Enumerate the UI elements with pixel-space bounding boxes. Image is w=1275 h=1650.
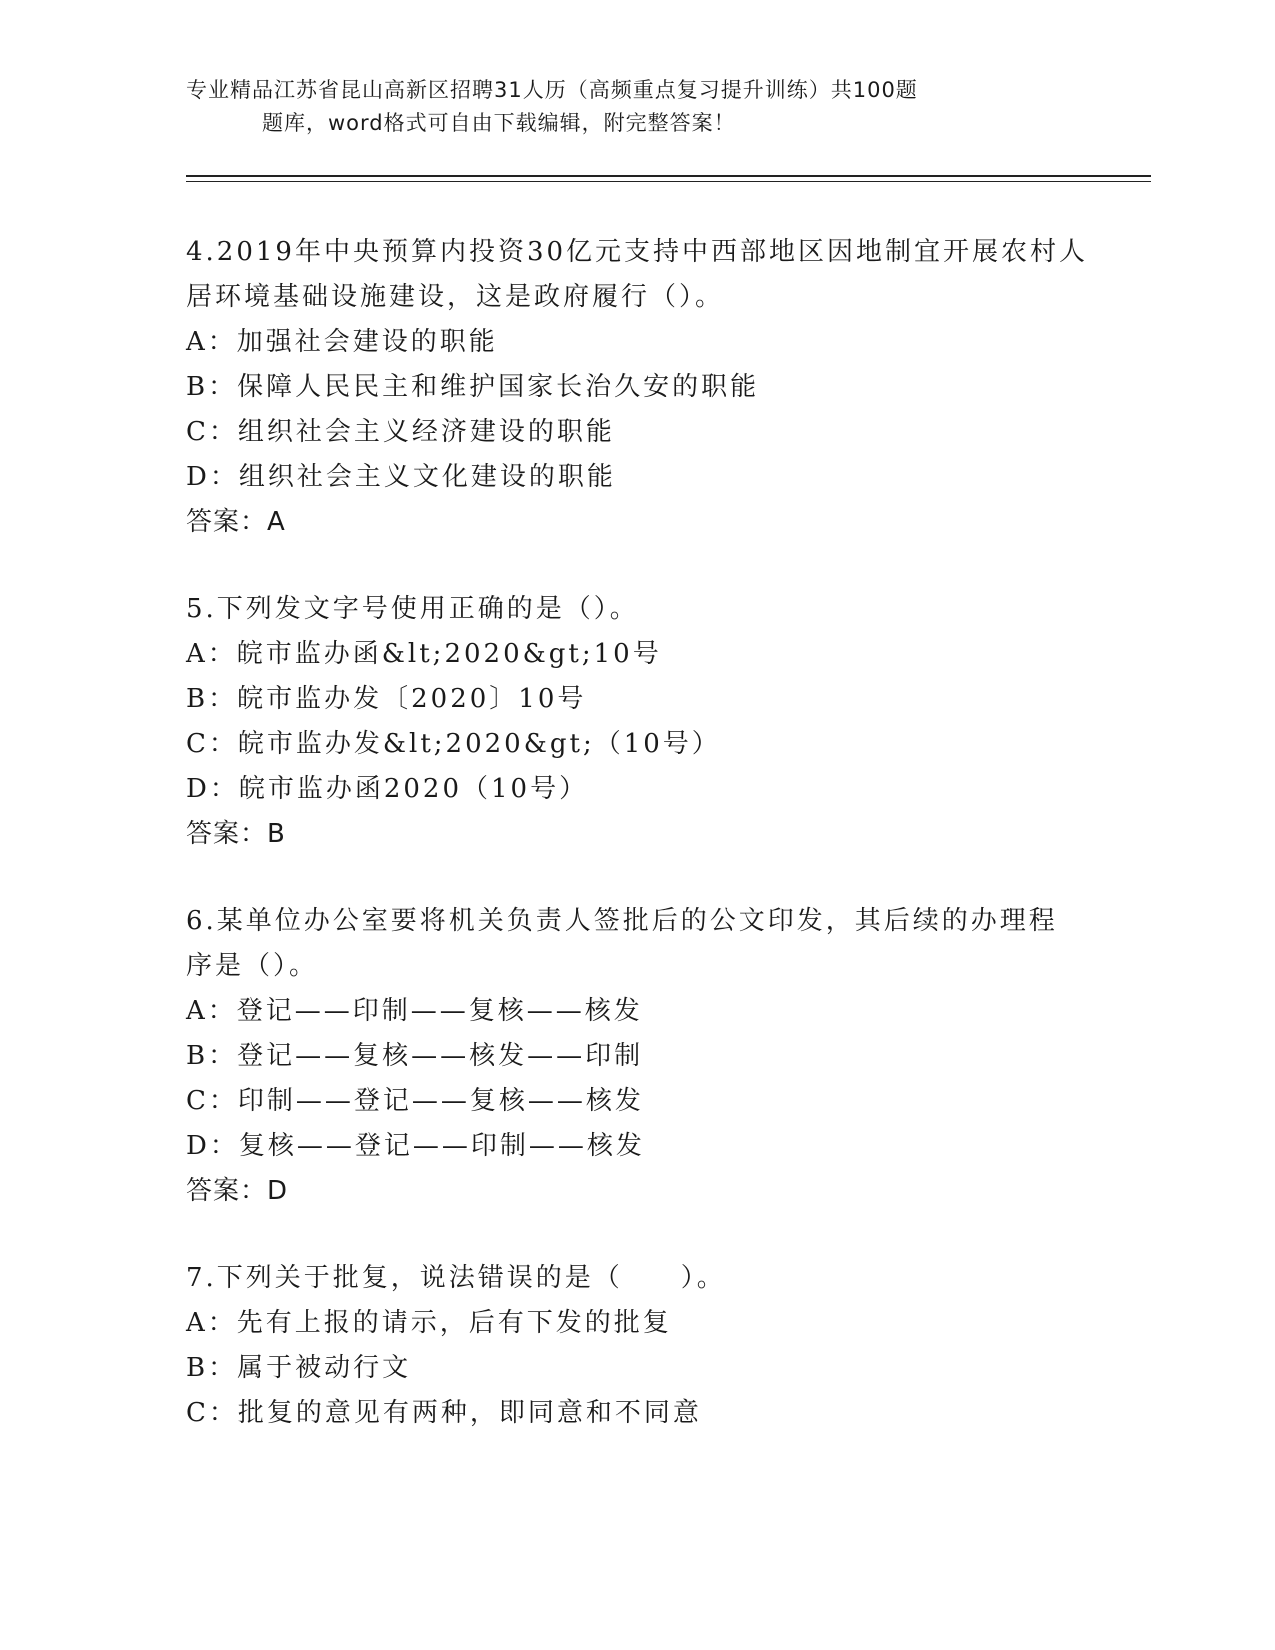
question-6 [186, 899, 1106, 1214]
option-c: C：印制——登记——复核——核发 [186, 1086, 644, 1116]
question-stem: 序是（）。 [186, 951, 319, 981]
answer-label: 答案：A [186, 507, 286, 537]
document-header [186, 74, 1066, 140]
option-c: C：组织社会主义经济建设的职能 [186, 417, 615, 447]
option-d: D：组织社会主义文化建设的职能 [186, 462, 616, 492]
question-stem: 6.某单位办公室要将机关负责人签批后的公文印发，其后续的办理程 [186, 906, 1058, 936]
option-a: A：登记——印制——复核——核发 [186, 996, 643, 1026]
question-7 [186, 1256, 1106, 1436]
option-c: C：皖市监办发&lt;2020&gt;（10号） [186, 729, 721, 759]
question-stem: 4.2019年中央预算内投资30亿元支持中西部地区因地制宜开展农村人 [186, 237, 1089, 267]
option-b: B：登记——复核——核发——印制 [186, 1041, 644, 1071]
option-a: A：先有上报的请示，后有下发的批复 [186, 1308, 672, 1338]
answer-label: 答案：D [186, 1176, 289, 1206]
option-a: A：加强社会建设的职能 [186, 327, 498, 357]
header-divider-thick [186, 175, 1151, 177]
option-b: B：保障人民民主和维护国家长治久安的职能 [186, 372, 760, 402]
question-4 [186, 230, 1106, 545]
answer-label: 答案：B [186, 819, 286, 849]
option-d: D：复核——登记——印制——核发 [186, 1131, 645, 1161]
header-divider-thin [186, 181, 1151, 182]
question-stem: 5.下列发文字号使用正确的是（）。 [186, 594, 639, 624]
option-b: B：属于被动行文 [186, 1353, 412, 1383]
header-title-line2: 题库，word格式可自由下载编辑，附完整答案！ [262, 111, 736, 135]
header-title-line1: 专业精品江苏省昆山高新区招聘31人历（高频重点复习提升训练）共100题 [186, 78, 918, 102]
question-stem: 居环境基础设施建设，这是政府履行（）。 [186, 282, 725, 312]
option-c: C：批复的意见有两种，即同意和不同意 [186, 1398, 702, 1428]
question-list [186, 230, 1106, 1478]
option-b: B：皖市监办发〔2020〕10号 [186, 684, 587, 714]
option-a: A：皖市监办函&lt;2020&gt;10号 [186, 639, 662, 669]
question-stem: 7.下列关于批复，说法错误的是（ ）。 [186, 1263, 726, 1293]
option-d: D：皖市监办函2020（10号） [186, 774, 589, 804]
question-5 [186, 587, 1106, 857]
